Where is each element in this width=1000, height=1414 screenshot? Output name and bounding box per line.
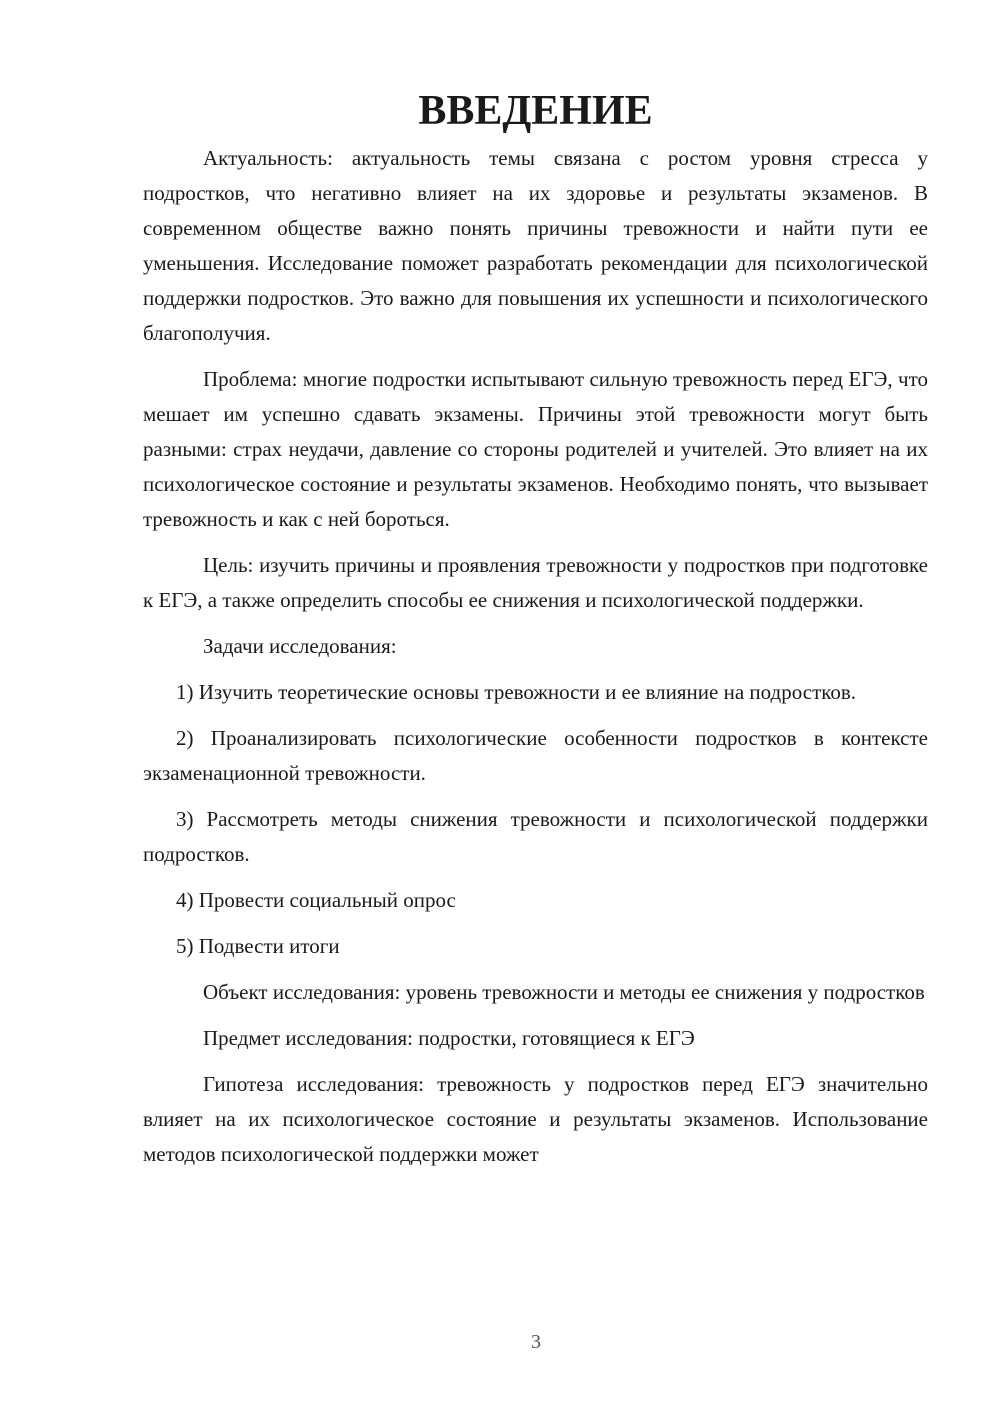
paragraph-hypothesis: Гипотеза исследования: тревожность у подростков перед ЕГЭ значительно влияет на их психологическое состояние и результаты экзаменов. Использование методов психологической поддержки может <box>143 1072 928 1166</box>
task-item: 3) Рассмотреть методы снижения тревожности и психологической поддержки подростков. <box>143 807 928 866</box>
task-item: 5) Подвести итоги <box>176 934 340 958</box>
paragraph-subject: Предмет исследования: подростки, готовящиеся к ЕГЭ <box>203 1026 695 1050</box>
page-number: 3 <box>531 1331 541 1353</box>
task-item: 2) Проанализировать психологические особенности подростков в контексте экзаменационной тревожности. <box>143 726 928 785</box>
paragraph-tasks-heading: Задачи исследования: <box>203 634 397 658</box>
paragraph-goal: Цель: изучить причины и проявления тревожности у подростков при подготовке к ЕГЭ, а также определить способы ее снижения и психологической поддержки. <box>143 553 928 612</box>
tasks-list <box>143 675 928 964</box>
paragraph-relevance: Актуальность: актуальность темы связана с ростом уровня стресса у подростков, что негативно влияет на их здоровье и результаты экзаменов. В современном обществе важно понять причины тревожности и найти пути ее уменьшения. Исследование поможет разработать рекомендации для психологической поддержки подростков. Это важно для повышения их успешности и психологического благополучия. <box>143 146 928 345</box>
task-item: 4) Провести социальный опрос <box>176 888 456 912</box>
task-item: 1) Изучить теоретические основы тревожности и ее влияние на подростков. <box>176 680 857 704</box>
page-content <box>143 88 928 1183</box>
section-title: ВВЕДЕНИЕ <box>418 88 653 134</box>
paragraph-problem: Проблема: многие подростки испытывают сильную тревожность перед ЕГЭ, что мешает им успешно сдавать экзамены. Причины этой тревожности могут быть разными: страх неудачи, давление со стороны родителей и учителей. Это влияет на их психологическое состояние и результаты экзаменов. Необходимо понять, что вызывает тревожность и как с ней бороться. <box>143 367 928 531</box>
paragraph-object: Объект исследования: уровень тревожности и методы ее снижения у подростков <box>203 980 925 1004</box>
